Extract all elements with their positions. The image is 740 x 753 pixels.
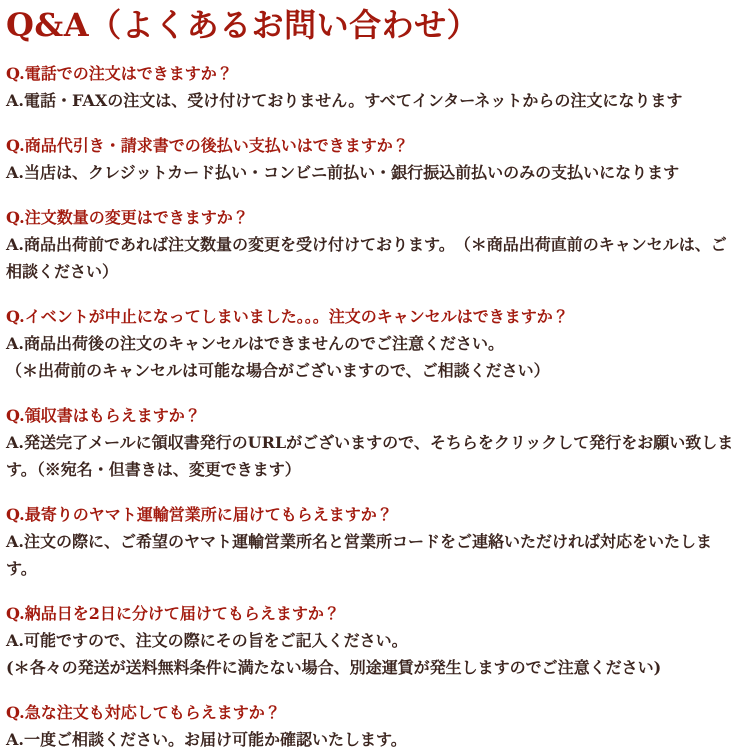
faq-list: [6, 60, 734, 753]
faq-answer-note: (＊各々の発送が送料無料条件に満たない場合、別途運賃が発生しますのでご注意ください): [6, 658, 662, 678]
faq-item-phone-order: [6, 60, 734, 114]
faq-question: Q.最寄りのヤマト運輸営業所に届けてもらえますか？: [6, 505, 393, 525]
faq-item-split-delivery: [6, 600, 734, 681]
faq-question: Q.注文数量の変更はできますか？: [6, 208, 249, 228]
faq-question: Q.商品代引き・請求書での後払い支払いはできますか？: [6, 136, 409, 156]
faq-item-quantity-change: [6, 204, 734, 285]
faq-question: Q.納品日を2日に分けて届けてもらえますか？: [6, 604, 340, 624]
faq-item-yamato-office: [6, 501, 734, 582]
faq-answer: A.注文の際に、ご希望のヤマト運輸営業所名と営業所コードをご連絡いただければ対応をいたします。: [6, 532, 712, 579]
faq-answer: A.電話・FAXの注文は、受け付けておりません。すべてインターネットからの注文になります: [6, 91, 683, 111]
faq-answer: A.発送完了メールに領収書発行のURLがございますので、そちらをクリックして発行をお願い致します。（※宛名・但書きは、変更できます）: [6, 433, 734, 480]
faq-answer: A.商品出荷後の注文のキャンセルはできませんのでご注意ください。: [6, 334, 504, 354]
faq-question: Q.領収書はもらえますか？: [6, 406, 201, 426]
faq-answer-note: （＊出荷前のキャンセルは可能な場合がございますので、ご相談ください）: [6, 361, 550, 381]
faq-question: Q.急な注文も対応してもらえますか？: [6, 703, 281, 723]
faq-answer: A.可能ですので、注文の際にその旨をご記入ください。: [6, 631, 408, 651]
faq-question: Q.イベントが中止になってしまいました。。。注文のキャンセルはできますか？: [6, 307, 569, 327]
faq-item-payment-methods: [6, 132, 734, 186]
faq-answer: A.当店は、クレジットカード払い・コンビニ前払い・銀行振込前払いのみの支払いになります: [6, 163, 680, 183]
faq-item-event-cancel: [6, 303, 734, 384]
faq-answer: A.一度ご相談ください。お届け可能か確認いたします。: [6, 730, 407, 750]
faq-item-urgent-order: [6, 699, 734, 753]
faq-answer: A.商品出荷前であれば注文数量の変更を受け付けております。 （＊商品出荷直前のキャンセルは、ご相談ください）: [6, 235, 727, 282]
faq-item-receipt: [6, 402, 734, 483]
faq-question: Q.電話での注文はできますか？: [6, 64, 233, 84]
page-title: Q&A（よくあるお問い合わせ）: [6, 6, 480, 44]
